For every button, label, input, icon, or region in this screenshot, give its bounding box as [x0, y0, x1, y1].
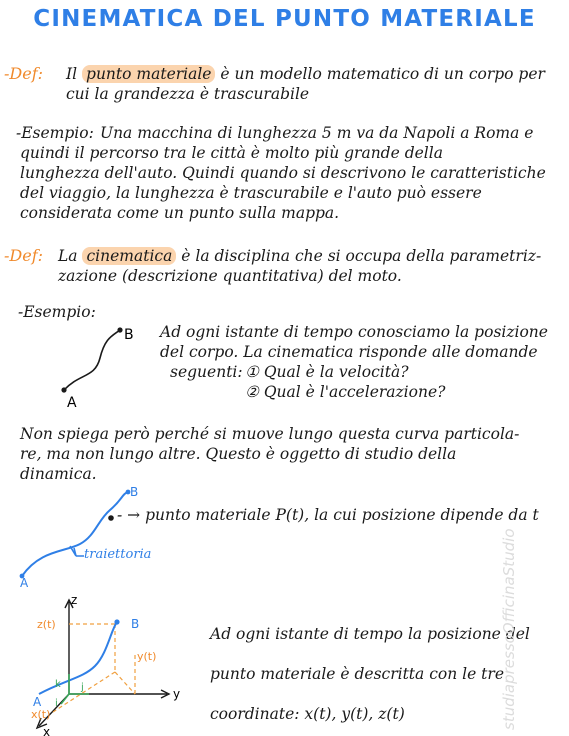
- point-a-label: A: [67, 395, 77, 411]
- watermark: studiapressoOfficinaStudio: [500, 528, 518, 730]
- z-t-label: z(t): [37, 618, 56, 631]
- material-point-label: [117, 505, 557, 525]
- x-t-label: x(t): [31, 708, 51, 721]
- def-label: -Def:: [4, 64, 44, 83]
- example2-line2: del corpo. La cinematica risponde alle domande: [160, 343, 538, 361]
- coords-line3: coordinate: x(t), y(t), z(t): [210, 705, 405, 723]
- axis-x-label: x: [43, 725, 51, 736]
- def1-line2: cui la grandezza è trascurabile: [66, 85, 310, 103]
- example1-line1: Una macchina di lunghezza 5 m va da Napoli a Roma e: [100, 124, 534, 142]
- example1-line3: lunghezza dell'auto. Quindi quando si descrivono le caratteristiche: [20, 164, 546, 182]
- page-title: CINEMATICA DEL PUNTO MATERIALE: [33, 6, 536, 32]
- question-velocita: ① Qual è la velocità?: [245, 363, 409, 381]
- coordinate-system-diagram: [25, 590, 195, 736]
- example1-line5: considerata come un punto sulla mappa.: [20, 204, 340, 222]
- coord-point-b-dot: [114, 619, 119, 624]
- coord-point-a-label: A: [33, 695, 42, 709]
- def2-text: [58, 246, 563, 286]
- axis-y-label: y: [173, 687, 181, 701]
- def-label: -Def:: [4, 246, 44, 265]
- trajectory-point-a-label: A: [20, 576, 29, 590]
- point-b-label: B: [124, 327, 134, 343]
- coord-point-b-label: B: [131, 617, 140, 631]
- coords-line2: punto materiale è descritta con le tre: [210, 665, 504, 683]
- trajectory-point-b-label: B: [130, 485, 139, 499]
- j-label: j: [81, 682, 84, 693]
- example1-line2: quindi il percorso tra le città è molto più grande della: [20, 144, 443, 162]
- def2-line1: è la disciplina che si occupa della parametriz-: [181, 247, 542, 265]
- def2-highlight: cinematica: [82, 247, 176, 265]
- coords-line1: Ad ogni istante di tempo la posizione del: [210, 625, 530, 643]
- example2-line1: Ad ogni istante di tempo conosciamo la posizione: [160, 323, 548, 341]
- curve-a-b-diagram: [50, 318, 150, 413]
- def2-line2: zazione (descrizione quantitativa) del moto.: [58, 267, 402, 285]
- def1-text: [66, 64, 561, 104]
- k-label: k: [55, 679, 61, 690]
- arrow-icon: - →: [117, 506, 146, 524]
- example2-line3: seguenti:: [170, 363, 243, 381]
- note-line2: re, ma non lungo altre. Questo è oggetto di studio della: [20, 445, 457, 463]
- note-line3: dinamica.: [20, 465, 97, 483]
- i-label: i: [55, 698, 58, 709]
- def1-prefix: Il: [66, 65, 78, 83]
- trajectory-arrow-head-icon: [74, 548, 84, 556]
- question-accelerazione: ② Qual è l'accelerazione?: [245, 383, 446, 401]
- def1-highlight: punto materiale: [82, 65, 215, 83]
- point-b-dot: [117, 327, 122, 332]
- y-t-label: y(t): [137, 650, 157, 663]
- traiettoria-label: traiettoria: [84, 547, 152, 562]
- example2-label: -Esempio:: [18, 303, 96, 321]
- material-point-text: punto materiale P(t), la cui posizione dipende da t: [145, 506, 539, 524]
- def1-line1: è un modello matematico di un corpo per: [220, 65, 545, 83]
- curve-path: [64, 330, 120, 390]
- material-point-dot: [108, 515, 114, 521]
- point-a-dot: [61, 387, 66, 392]
- example1-label: -Esempio:: [16, 124, 94, 142]
- example1-line4: del viaggio, la lunghezza è trascurabile e l'auto può essere: [20, 184, 482, 202]
- trajectory-diagram: [10, 480, 160, 590]
- axis-z-label: z: [71, 593, 78, 607]
- note-line1: Non spiega però perché si muove lungo questa curva particola-: [20, 425, 520, 443]
- def2-prefix: La: [58, 247, 78, 265]
- coordinate-curve: [39, 622, 117, 694]
